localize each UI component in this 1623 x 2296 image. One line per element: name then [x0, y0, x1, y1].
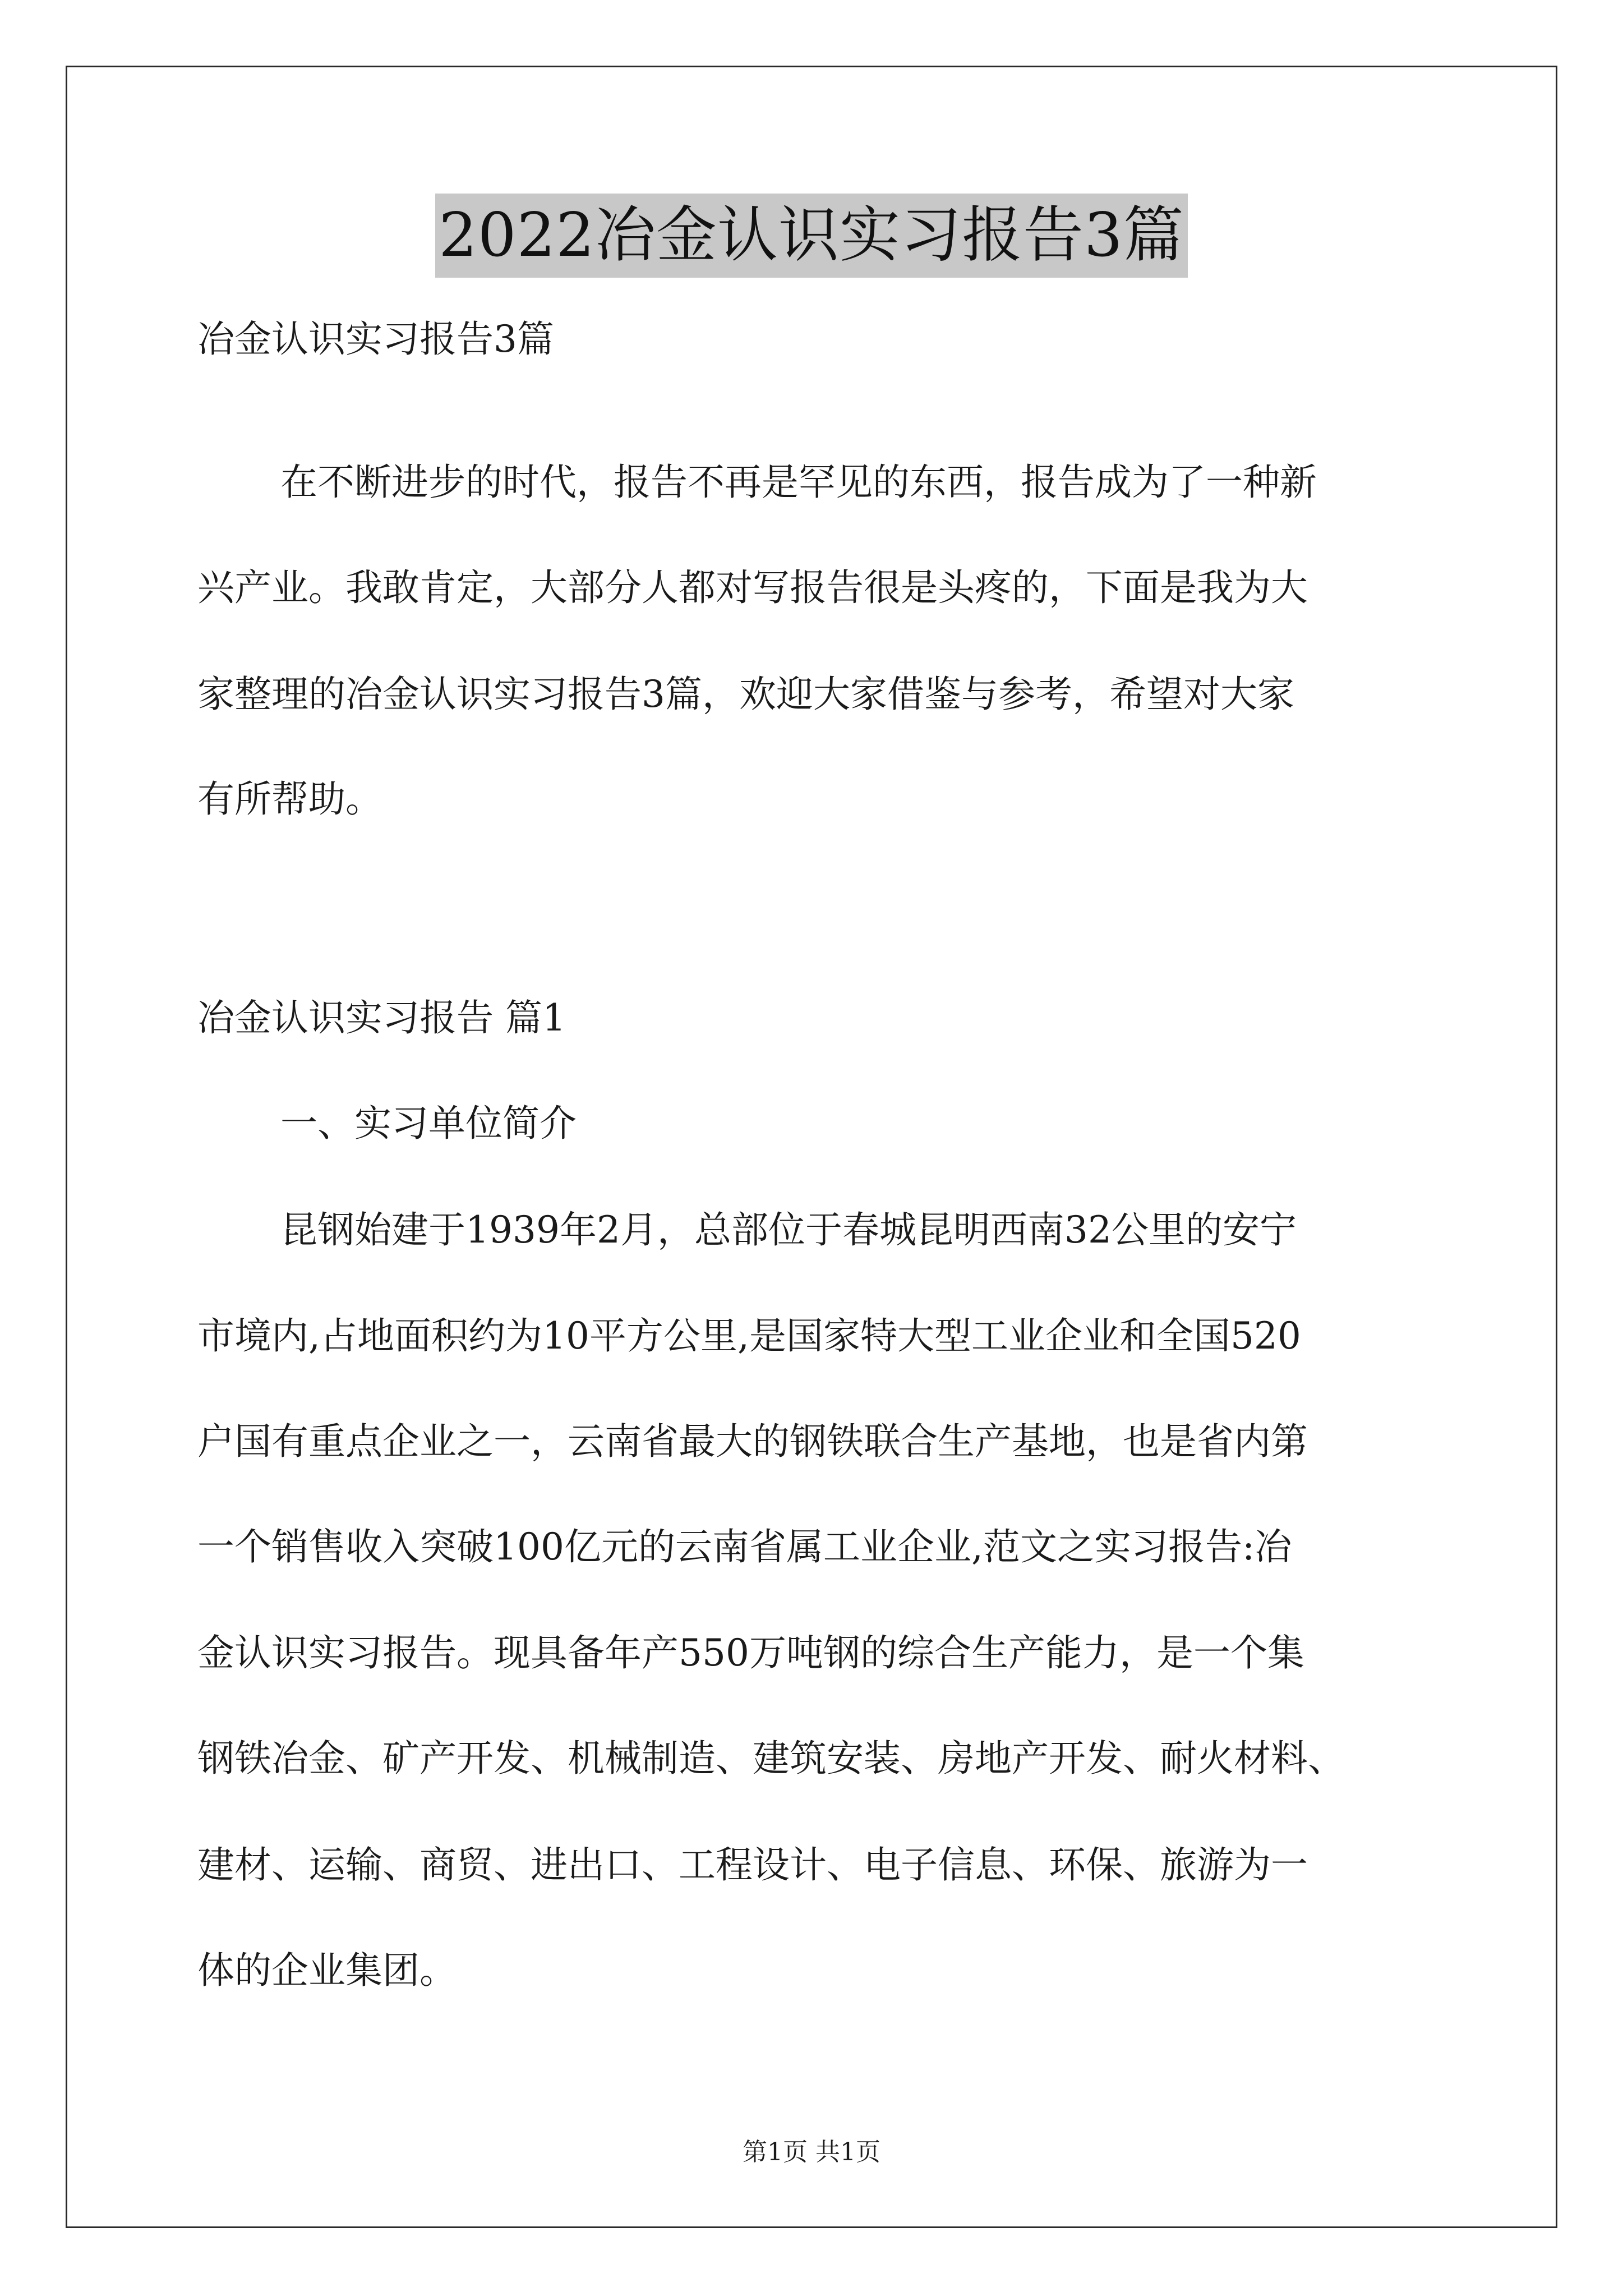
section-paragraph-line: 建材、运输、商贸、进出口、工程设计、电子信息、环保、旅游为一 [197, 1843, 1308, 1887]
intro-paragraph-line: 在不断进步的时代，报告不再是罕见的东西，报告成为了一种新 [280, 461, 1317, 504]
section-paragraph-line: 体的企业集团。 [197, 1949, 457, 1992]
section-paragraph-line: 一个销售收入突破100亿元的云南省属工业企业,范文之实习报告:冶 [197, 1525, 1292, 1568]
section-paragraph-line: 市境内,占地面积约为10平方公里,是国家特大型工业企业和全国520 [197, 1314, 1301, 1358]
document-title: 2022冶金认识实习报告3篇 [435, 194, 1188, 278]
section-paragraph-line: 户国有重点企业之一，云南省最大的钢铁联合生产基地，也是省内第 [197, 1420, 1308, 1463]
page-footer: 第1页 共1页 [743, 2138, 880, 2166]
section-heading: 冶金认识实习报告 篇1 [197, 996, 566, 1039]
section-paragraph-line: 金认识实习报告。现具备年产550万吨钢的综合生产能力，是一个集 [197, 1631, 1304, 1674]
intro-heading: 冶金认识实习报告3篇 [197, 318, 554, 361]
section-paragraph-line: 昆钢始建于1939年2月，总部位于春城昆明西南32公里的安宁 [280, 1208, 1297, 1251]
section-paragraph-line: 钢铁冶金、矿产开发、机械制造、建筑安装、房地产开发、耐火材料、 [197, 1737, 1345, 1780]
intro-paragraph-line: 兴产业。我敢肯定，大部分人都对写报告很是头疼的，下面是我为大 [197, 566, 1308, 609]
intro-paragraph-line: 家整理的冶金认识实习报告3篇，欢迎大家借鉴与参考，希望对大家 [197, 673, 1294, 716]
intro-paragraph-line: 有所帮助。 [197, 777, 382, 821]
section-subheading: 一、实习单位简介 [280, 1102, 577, 1145]
title-container [0, 194, 1623, 278]
